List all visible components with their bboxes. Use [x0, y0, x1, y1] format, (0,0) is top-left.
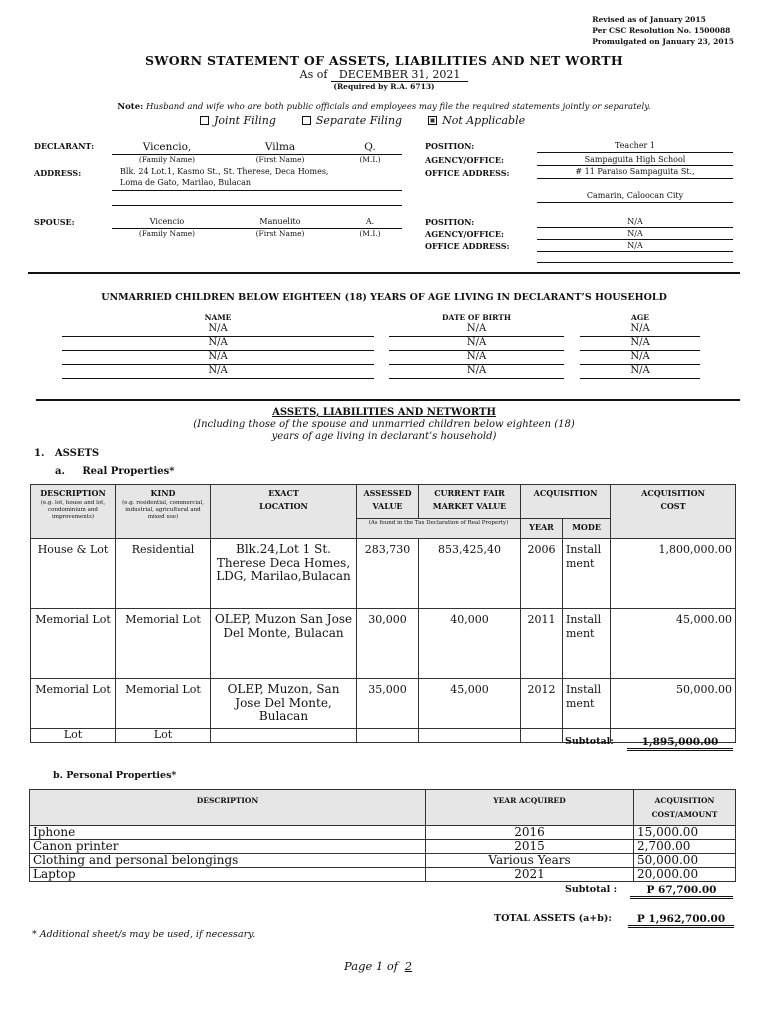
declarant-mi-caption: (M.I.): [359, 155, 381, 164]
page-total: 2: [404, 959, 413, 973]
page-number: [344, 959, 415, 973]
child-name: N/A: [208, 323, 228, 334]
rp-header-acquisition: ACQUISITION: [521, 485, 611, 519]
rp-cell-kind: Memorial Lot: [116, 679, 211, 729]
child-dob: N/A: [466, 351, 487, 362]
revision-line-2: Per CSC Resolution No. 1500088: [592, 26, 731, 35]
note-text: Husband and wife who are both public officials and employees may file the required statements jointly or separately.: [145, 102, 651, 112]
rp-header-description: DESCRIPTION (e.g. lot, house and lot, condominium and improvements): [31, 485, 116, 539]
rp-cell-market: 40,000: [419, 609, 521, 679]
joint-filing-label: Joint Filing: [214, 114, 276, 127]
rp-cell-assessed: 283,730: [357, 539, 419, 609]
rp-cell-location: Blk.24,Lot 1 St. Therese Deca Homes, LDG, Marilao,Bulacan: [211, 539, 357, 609]
pp-header-description: DESCRIPTION: [30, 790, 426, 826]
as-of-label: As of: [299, 68, 328, 81]
rp-cell-kind: Memorial Lot: [116, 609, 211, 679]
child-name: N/A: [208, 365, 228, 376]
rp-cell-assessed: 35,000: [357, 679, 419, 729]
spouse-position-value: N/A: [627, 217, 643, 226]
rp-cell-mode: Install ment: [563, 609, 611, 679]
spouse-agency-value: N/A: [627, 229, 643, 238]
personal-property-row: [30, 854, 736, 868]
rp-cell-description: House & Lot: [31, 539, 116, 609]
rp-header-assessed: ASSESSED VALUE: [357, 485, 419, 519]
total-assets-label: TOTAL ASSETS (a+b):: [494, 913, 612, 924]
not-applicable-label: Not Applicable: [442, 114, 526, 127]
spouse-mi: A.: [365, 217, 375, 226]
rp-cell-location: OLEP, Muzon, San Jose Del Monte, Bulacan: [211, 679, 357, 729]
rp-cell-cost: 45,000.00: [611, 609, 736, 679]
spouse-first-name: Manuelito: [259, 217, 301, 226]
rp-cell-market: [419, 728, 521, 742]
personal-property-row: [30, 840, 736, 854]
pp-cell-year: 2021: [426, 868, 634, 882]
declarant-first-name: Vilma: [264, 141, 296, 153]
note-label: Note:: [117, 102, 144, 112]
spouse-label: SPOUSE:: [34, 217, 75, 227]
separate-filing-option[interactable]: [302, 114, 402, 127]
as-of-date: DECEMBER 31, 2021: [331, 68, 468, 82]
total-assets-value: P 1,962,700.00: [628, 913, 734, 926]
pp-cell-cost: 15,000.00: [634, 826, 736, 840]
child-age: N/A: [630, 365, 650, 376]
rp-cell-market: 45,000: [419, 679, 521, 729]
rp-cell-description: Memorial Lot: [31, 679, 116, 729]
rp-cell-year: 2006: [521, 539, 563, 609]
pp-cell-year: Various Years: [426, 854, 634, 868]
rp-header-kind: KIND (e.g. residential, commercial, industrial, agricultural and mixed use): [116, 485, 211, 539]
revision-info: [592, 14, 734, 47]
agency-label: AGENCY/OFFICE:: [425, 155, 504, 165]
spouse-office-address-value: N/A: [627, 241, 643, 250]
personal-property-row: [30, 826, 736, 840]
spouse-mi-caption: (M.I.): [359, 229, 381, 238]
real-properties-header-row: [31, 485, 736, 519]
pp-header-row: [30, 790, 736, 826]
spouse-family-caption: (Family Name): [138, 229, 196, 238]
children-title: UNMARRIED CHILDREN BELOW EIGHTEEN (18) YEARS OF AGE LIVING IN DECLARANT’S HOUSEHOLD: [101, 292, 667, 303]
address-label: ADDRESS:: [34, 168, 82, 178]
pp-cell-description: Canon printer: [30, 840, 426, 854]
page-prefix: Page 1 of: [344, 959, 399, 973]
joint-filing-option[interactable]: [200, 114, 276, 127]
spouse-first-caption: (First Name): [255, 229, 305, 238]
pp-header-cost: ACQUISITION COST/AMOUNT: [634, 790, 736, 826]
real-subtotal-label: Subtotal:: [565, 736, 614, 747]
declarant-first-caption: (First Name): [255, 155, 305, 164]
child-dob: N/A: [466, 337, 487, 348]
personal-properties-table: [29, 789, 736, 882]
pp-cell-description: Iphone: [30, 826, 426, 840]
declarant-mi: Q.: [364, 141, 376, 153]
personal-property-row: [30, 868, 736, 882]
as-of-line: [0, 68, 768, 81]
assets-heading: 1. ASSETS: [34, 448, 100, 459]
rp-cell-location: [211, 728, 357, 742]
address-line-1: Blk. 24 Lot.1, Kasmo St., St. Therese, Deca Homes,: [120, 167, 329, 176]
children-col-dob: DATE OF BIRTH: [442, 313, 511, 322]
rp-cell-year: [521, 728, 563, 742]
pp-cell-year: 2016: [426, 826, 634, 840]
agency-value: Sampaguita High School: [584, 155, 686, 164]
personal-properties-heading: b. Personal Properties*: [53, 770, 177, 781]
children-col-name: NAME: [204, 313, 232, 322]
rp-cell-location: OLEP, Muzon San Jose Del Monte, Bulacan: [211, 609, 357, 679]
rp-cell-market: 853,425,40: [419, 539, 521, 609]
position-value: Teacher 1: [614, 141, 656, 150]
rp-cell-year: 2011: [521, 609, 563, 679]
pp-header-year: YEAR ACQUIRED: [426, 790, 634, 826]
spouse-family-name: Vicencio: [149, 217, 185, 226]
child-name: N/A: [208, 337, 228, 348]
spouse-position-label: POSITION:: [425, 217, 475, 227]
pp-cell-description: Clothing and personal belongings: [30, 854, 426, 868]
real-property-row: [31, 539, 736, 609]
address-line-2: Loma de Gato, Marilao, Bulacan: [120, 178, 252, 187]
spouse-office-address-label: OFFICE ADDRESS:: [425, 241, 510, 251]
assets-subtitle-1: (Including those of the spouse and unmarried children below eighteen (18): [193, 419, 575, 430]
child-age: N/A: [630, 351, 650, 362]
revision-line-1: Revised as of January 2015: [592, 15, 706, 24]
rp-header-year: YEAR: [521, 519, 563, 539]
assets-section-title: ASSETS, LIABILITIES AND NETWORTH: [272, 407, 496, 418]
office-address-line-1: # 11 Paraiso Sampaguita St.,: [575, 167, 695, 176]
revision-line-3: Promulgated on January 23, 2015: [592, 37, 734, 46]
child-dob: N/A: [466, 365, 487, 376]
not-applicable-option[interactable]: [428, 114, 525, 127]
personal-subtotal-value: P 67,700.00: [630, 884, 733, 897]
pp-cell-cost: 2,700.00: [634, 840, 736, 854]
rp-header-cost: ACQUISITION COST: [611, 485, 736, 539]
pp-cell-description: Laptop: [30, 868, 426, 882]
separate-filing-label: Separate Filing: [315, 114, 403, 127]
personal-subtotal-label: Subtotal :: [565, 884, 618, 895]
rp-cell-cost: 50,000.00: [611, 679, 736, 729]
real-properties-table: [30, 484, 736, 743]
rp-cell-kind: Residential: [116, 539, 211, 609]
additional-sheets-note: * Additional sheet/s may be used, if necessary.: [32, 929, 256, 940]
document-title: SWORN STATEMENT OF ASSETS, LIABILITIES AND NET WORTH: [145, 53, 623, 68]
child-age: N/A: [630, 323, 650, 334]
rp-cell-cost: 1,800,000.00: [611, 539, 736, 609]
rp-cell-assessed: 30,000: [357, 609, 419, 679]
rp-header-market: CURRENT FAIR MARKET VALUE: [419, 485, 521, 519]
assets-subtitle-2: years of age living in declarant’s household): [271, 431, 497, 442]
pp-cell-cost: 20,000.00: [634, 868, 736, 882]
rp-header-location: EXACT LOCATION: [211, 485, 357, 539]
real-subtotal-value: 1,895,000.00: [627, 736, 733, 749]
children-col-age: AGE: [631, 313, 649, 322]
rp-cell-description: Lot: [31, 728, 116, 742]
rp-cell-mode: Install ment: [563, 679, 611, 729]
office-address-label: OFFICE ADDRESS:: [425, 168, 510, 178]
declarant-family-caption: (Family Name): [138, 155, 196, 164]
filing-options: [200, 114, 525, 127]
not-applicable-checkbox[interactable]: [428, 116, 437, 125]
joint-filing-checkbox[interactable]: [200, 116, 209, 125]
rp-header-mode: MODE: [563, 519, 611, 539]
child-dob: N/A: [466, 323, 487, 334]
real-property-row: [31, 679, 736, 729]
filing-note: [0, 102, 768, 112]
office-address-line-2: Camarin, Caloocan City: [586, 191, 684, 200]
position-label: POSITION:: [425, 141, 475, 151]
declarant-family-name: Vicencio,: [142, 141, 192, 153]
rp-cell-kind: Lot: [116, 728, 211, 742]
child-name: N/A: [208, 351, 228, 362]
rp-header-market-note: (As found in the Tax Declaration of Real Property): [357, 519, 521, 539]
pp-cell-year: 2015: [426, 840, 634, 854]
rp-cell-assessed: [357, 728, 419, 742]
rp-cell-year: 2012: [521, 679, 563, 729]
rp-cell-mode: Install ment: [563, 539, 611, 609]
real-property-row: [31, 609, 736, 679]
pp-cell-cost: 50,000.00: [634, 854, 736, 868]
declarant-label: DECLARANT:: [34, 141, 95, 151]
rp-cell-description: Memorial Lot: [31, 609, 116, 679]
required-by: (Required by R.A. 6713): [333, 82, 435, 91]
real-properties-heading: a. Real Properties*: [55, 466, 175, 477]
spouse-agency-label: AGENCY/OFFICE:: [425, 229, 504, 239]
separate-filing-checkbox[interactable]: [302, 116, 311, 125]
child-age: N/A: [630, 337, 650, 348]
